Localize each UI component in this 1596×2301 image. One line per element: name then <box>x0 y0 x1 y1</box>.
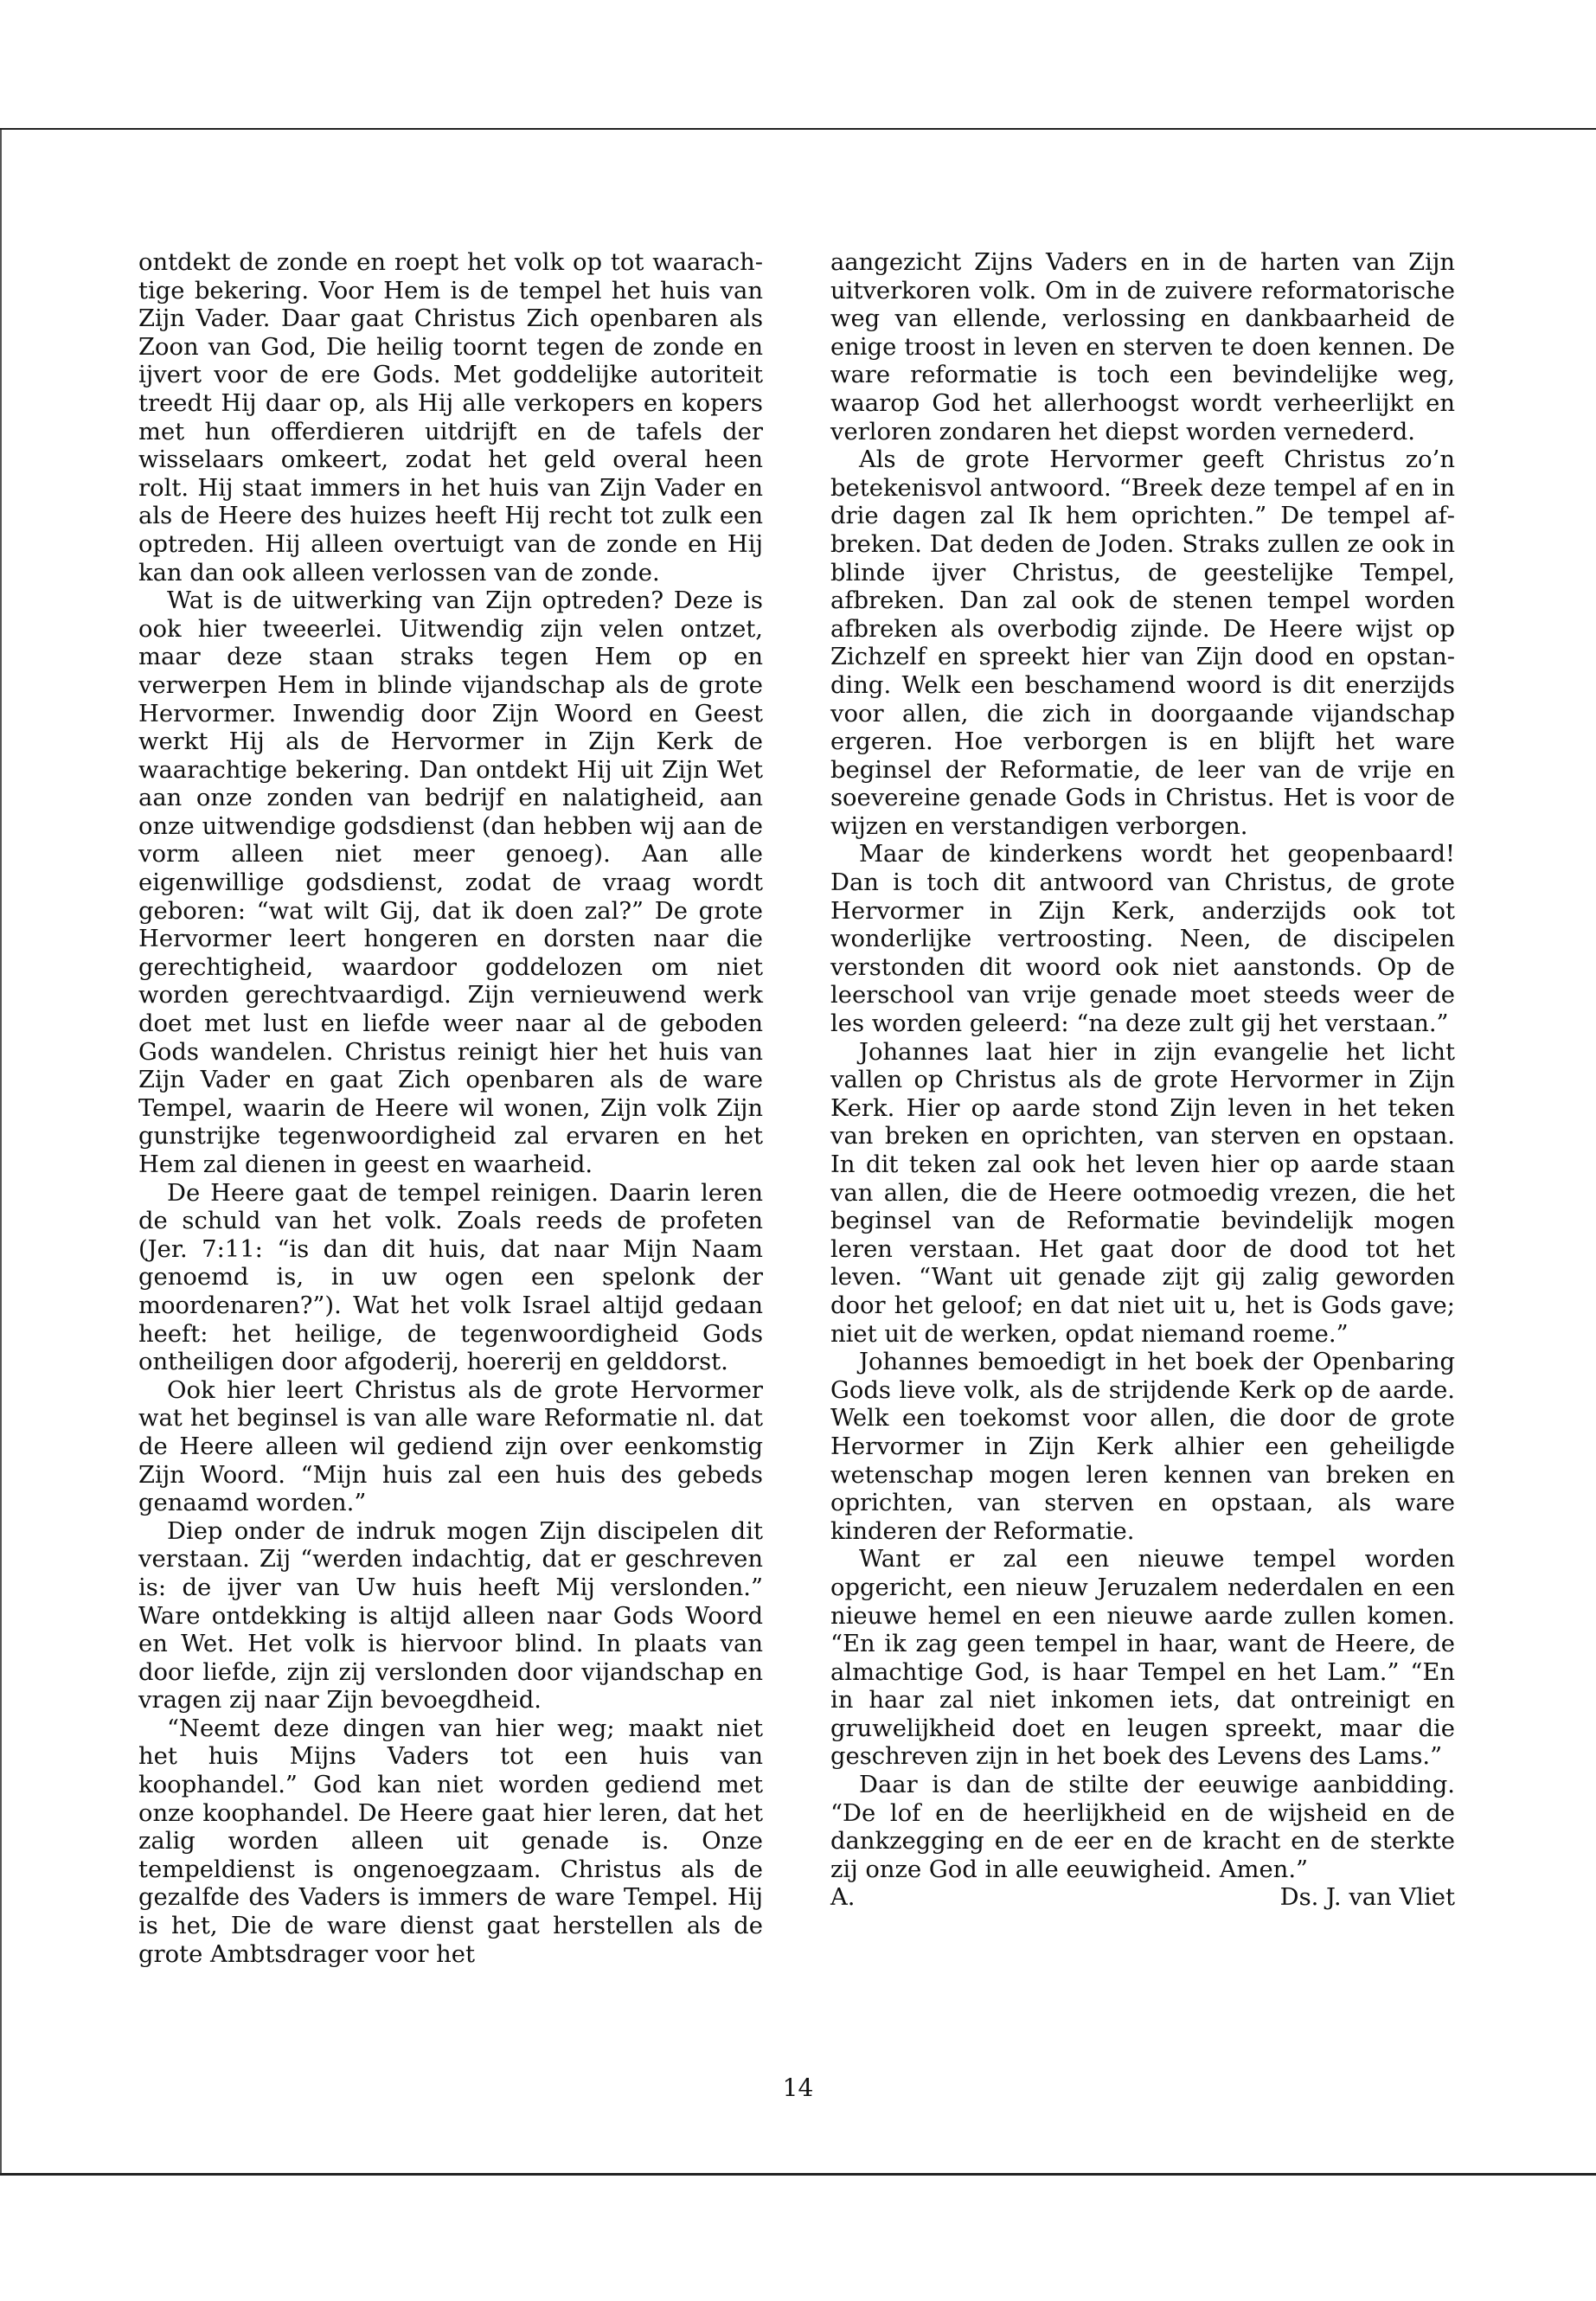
paragraph: ontdekt de zonde en roept het volk op tot waarachtige bekering. Voor Hem is de tempel het huis van Zijn Vader. Daar gaat Christus Zich openbaren als Zoon van God, Die heilig toornt tegen de zonde en ijvert voor de ere Gods. Met goddelijke autoriteit treedt Hij daar op, als Hij alle verkopers en kopers met hun offerdieren uitdrijft en de tafels der wisselaars omkeert, zodat het geld overal heen rolt. Hij staat immers in het huis van Zijn Vader en als de Heere des huizes heeft Hij recht tot zulk een optreden. Hij alleen overtuigt van de zonde en Hij kan dan ook alleen verlossen van de zonde. <box>138 249 763 586</box>
left-text-column <box>138 249 763 1969</box>
scan-left-edge <box>0 130 2 2173</box>
scan-bottom-edge <box>0 2173 1596 2176</box>
paragraph: Johannes bemoedigt in het boek der Openbaring Gods lieve volk, als de strijdende Kerk op de aarde. Welk een toekomst voor allen, die door de grote Hervormer in Zijn Kerk alhier een geheiligde wetenschap mogen leren kennen van breken en oprichten, van sterven en opstaan, als ware kinderen der Reformatie. <box>830 1349 1455 1545</box>
paragraph: Johannes laat hier in zijn evangelie het licht vallen op Christus als de grote Hervormer in Zijn Kerk. Hier op aarde stond Zijn leven in het teken van breken en oprichten, van sterven en opstaan. In dit teken zal ook het leven hier op aarde staan van allen, die de Heere ootmoedig vrezen, die het beginsel van de Reformatie bevindelijk mogen leren verstaan. Het gaat door de dood tot het leven. “Want uit genade zijt gij zalig geworden door het geloof; en dat niet uit u, het is Gods gave; niet uit de werken, opdat niemand roeme.” <box>830 1038 1455 1348</box>
scan-top-edge <box>0 128 1596 130</box>
paragraph: Daar is dan de stilte der eeuwige aanbidding. “De lof en de heerlijkheid en de wijsheid en de dankzegging en de eer en de kracht en de sterkte zij onze God in alle eeuwigheid. Amen.” <box>830 1772 1455 1883</box>
paragraph: Ook hier leert Christus als de grote Hervormer wat het beginsel is van alle ware Reformatie nl. dat de Heere alleen wil gediend zijn over eenkomstig Zijn Woord. “Mijn huis zal een huis des gebeds genaamd worden.” <box>138 1376 763 1517</box>
paragraph: Wat is de uitwerking van Zijn optreden? Deze is ook hier tweeerlei. Uitwendig zijn velen ontzet, maar deze staan straks tegen Hem op en verwerpen Hem in blinde vijandschap als de grote Hervormer. Inwendig door Zijn Woord en Geest werkt Hij als de Hervormer in Zijn Kerk de waarachtige bekering. Dan ontdekt Hij uit Zijn Wet aan onze zonden van bedrijf en nalatigheid, aan onze uitwendige godsdienst (dan hebben wij aan de vorm alleen niet meer genoeg). Aan alle eigenwillige godsdienst, zodat de vraag wordt geboren: “wat wilt Gij, dat ik doen zal?” De grote Hervormer leert hongeren en dorsten naar die gerechtigheid, waardoor goddelozen om niet worden gerechtvaardigd. Zijn vernieuwend werk doet met lust en liefde weer naar al de geboden Gods wandelen. Christus reinigt hier het huis van Zijn Vader en gaat Zich openbaren als de ware Tempel, waarin de Heere wil wonen, Zijn volk Zijn gunstrijke tegenwoordigheid zal ervaren en het Hem zal dienen in geest en waarheid. <box>138 587 763 1178</box>
signature-author: Ds. J. van Vliet <box>1279 1884 1455 1912</box>
paragraph: “Neemt deze dingen van hier weg; maakt niet het huis Mijns Vaders tot een huis van koophandel.” God kan niet worden gediend met onze koophandel. De Heere gaat hier leren, dat het zalig worden alleen uit genade is. Onze tempeldienst is ongenoegzaam. Christus als de gezalfde des Vaders is immers de ware Tempel. Hij is het, Die de ware dienst gaat herstellen als de grote Ambtsdrager voor het <box>138 1715 763 1968</box>
paragraph: aangezicht Zijns Vaders en in de harten van Zijn uitverkoren volk. Om in de zuivere reformatorische weg van ellende, verlossing en dankbaarheid de enige troost in leven en sterven te doen kennen. De ware reformatie is toch een bevindelijke weg, waarop God het allerhoogst wordt verheerlijkt en verloren zondaren het diepst worden vernederd. <box>830 249 1455 445</box>
paragraph: De Heere gaat de tempel reinigen. Daarin leren de schuld van het volk. Zoals reeds de profeten (Jer. 7:11: “is dan dit huis, dat naar Mijn Naam genoemd is, in uw ogen een spelonk der moordenaren?”). Wat het volk Israel altijd gedaan heeft: het heilige, de tegenwoordigheid Gods ontheiligen door afgoderij, hoererij en gelddorst. <box>138 1179 763 1376</box>
paragraph: Maar de kinderkens wordt het geopenbaard! Dan is toch dit antwoord van Christus, de grote Hervormer in Zijn Kerk, anderzijds ook tot wonderlijke vertroosting. Neen, de discipelen verstonden dit woord ook niet aanstonds. Op de leerschool van vrije genade moet steeds weer de les worden geleerd: “na deze zult gij het verstaan.” <box>830 841 1455 1038</box>
signature-initial: A. <box>830 1884 856 1912</box>
right-text-column <box>830 249 1455 1913</box>
paragraph: Diep onder de indruk mogen Zijn discipelen dit verstaan. Zij “werden indachtig, dat er geschreven is: de ijver van Uw huis heeft Mij verslonden.” Ware ontdekking is altijd alleen naar Gods Woord en Wet. Het volk is hiervoor blind. In plaats van door liefde, zijn zij verslonden door vijandschap en vragen zij naar Zijn bevoegdheid. <box>138 1517 763 1715</box>
paragraph: Want er zal een nieuwe tempel worden opgericht, een nieuw Jeruzalem nederdalen en een nieuwe hemel en een nieuwe aarde zullen komen. “En ik zag geen tempel in haar, want de Heere, de almachtige God, is haar Tempel en het Lam.” “En in haar zal niet inkomen iets, dat ontreinigt en gruwelijkheid doet en leugen spreekt, maar die geschreven zijn in het boek des Levens des Lams.” <box>830 1546 1455 1771</box>
signature <box>830 1884 1455 1913</box>
page-number: 14 <box>782 2073 814 2102</box>
paragraph: Als de grote Hervormer geeft Christus zo’n betekenisvol antwoord. “Breek deze tempel af en in drie dagen zal Ik hem oprichten.” De tempel afbreken. Dat deden de Joden. Straks zullen ze ook in blinde ijver Christus, de geestelijke Tempel, afbreken. Dan zal ook de stenen tempel worden afbreken als overbodig zijnde. De Heere wijst op Zichzelf en spreekt hier van Zijn dood en opstanding. Welk een beschamend woord is dit enerzijds voor allen, die zich in doorgaande vijandschap ergeren. Hoe verborgen is en blijft het ware beginsel der Reformatie, de leer van de vrije en soevereine genade Gods in Christus. Het is voor de wijzen en verstandigen verborgen. <box>830 446 1455 840</box>
